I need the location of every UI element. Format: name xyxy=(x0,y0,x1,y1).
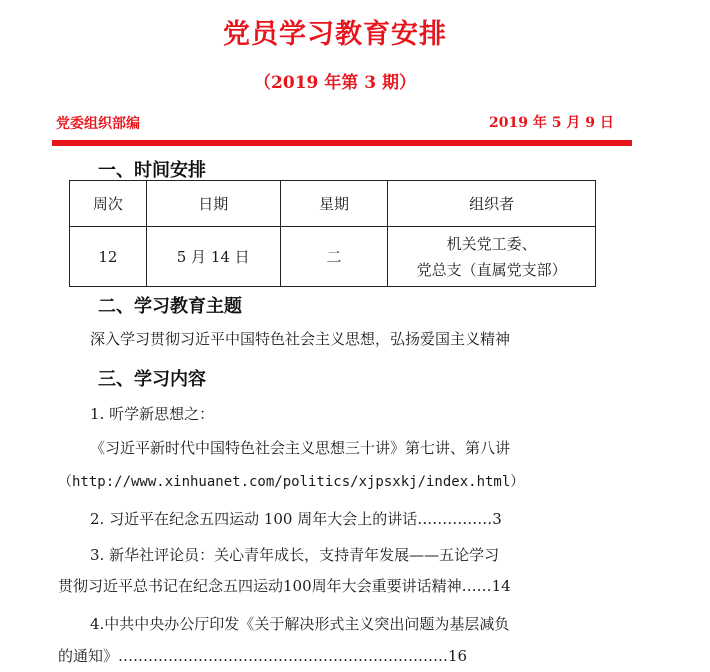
theme-text: 深入学习贯彻习近平中国特色社会主义思想，弘扬爱国主义精神 xyxy=(90,330,511,348)
table-row xyxy=(70,227,596,287)
content-item-3-line-1: 3. 新华社评论员：关心青年成长，支持青年发展——五论学习 xyxy=(90,546,500,564)
red-divider xyxy=(52,140,632,146)
header-date: 日期 xyxy=(146,181,280,227)
section-heading-theme: 二、学习教育主题 xyxy=(98,296,242,317)
table-header-row xyxy=(70,181,596,227)
section-heading-content: 三、学习内容 xyxy=(98,369,206,390)
schedule-table xyxy=(69,180,596,287)
organizer-line-1: 机关党工委、 xyxy=(446,234,537,253)
section-heading-schedule: 一、时间安排 xyxy=(98,160,206,181)
content-item-1-title: 1. 听学新思想之： xyxy=(90,405,215,423)
content-item-1-url: （http://www.xinhuanet.com/politics/xjpsxkj/index.html） xyxy=(58,474,525,490)
content-item-1-book: 《习近平新时代中国特色社会主义思想三十讲》第七讲、第八讲 xyxy=(90,439,511,457)
cell-organizer xyxy=(388,227,596,287)
content-item-3-line-2: 贯彻习近平总书记在纪念五四运动100周年大会重要讲话精神……14 xyxy=(58,577,511,595)
header-weekday: 星期 xyxy=(280,181,388,227)
cell-date: 5 月 14 日 xyxy=(146,227,280,287)
issue-number: （2019 年第 3 期） xyxy=(254,73,416,93)
cell-week: 12 xyxy=(70,227,147,287)
document-title: 党员学习教育安排 xyxy=(223,19,447,50)
organizer-line-2: 党总支（直属党支部） xyxy=(416,260,567,279)
content-item-4-line-1: 4.中共中央办公厅印发《关于解决形式主义突出问题为基层减负 xyxy=(90,615,510,633)
header-week: 周次 xyxy=(70,181,147,227)
header-organizer: 组织者 xyxy=(388,181,596,227)
content-item-2: 2. 习近平在纪念五四运动 100 周年大会上的讲话……………3 xyxy=(90,510,502,528)
cell-weekday: 二 xyxy=(280,227,388,287)
publish-date: 2019 年 5 月 9 日 xyxy=(489,115,614,131)
content-item-4-line-2: 的通知》…………………………………………………………16 xyxy=(58,647,468,665)
editor-label: 党委组织部编 xyxy=(56,116,140,132)
